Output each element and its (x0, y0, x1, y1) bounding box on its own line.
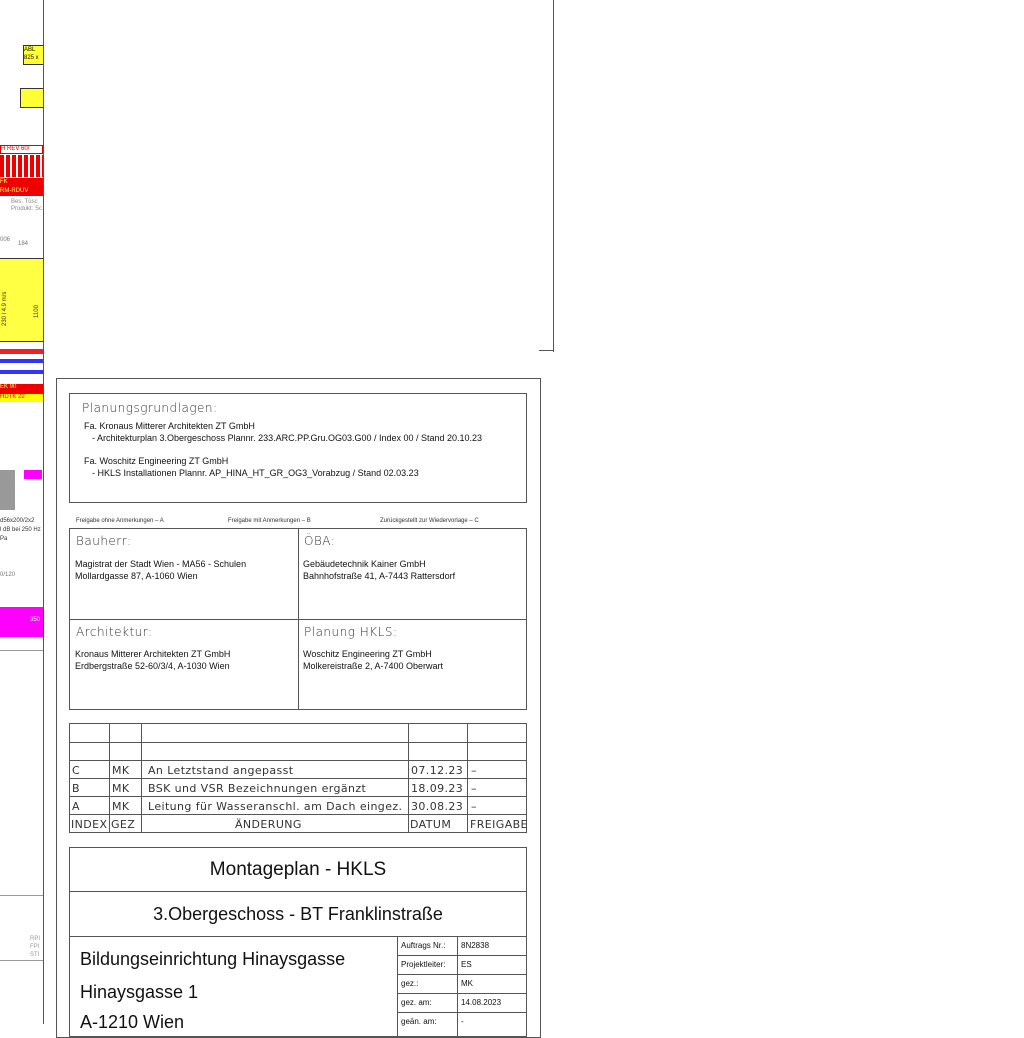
meta-value: 14.08.2023 (461, 998, 502, 1007)
approval-legend-c: Zurückgestellt zur Wiedervorlage – C (380, 518, 479, 524)
project-line1: Bildungseinrichtung Hinaysgasse (80, 949, 346, 969)
strip-120: 0/120 (0, 572, 16, 578)
rev-date: 18.09.23 (411, 782, 464, 795)
meta-value: 8N2838 (461, 941, 490, 950)
rev-approval: – (471, 782, 477, 795)
rev-hline (70, 796, 526, 797)
meta-value: MK (461, 979, 473, 988)
strip-line (0, 960, 43, 961)
strip-rev-label: H REV 60/ (0, 145, 43, 154)
bauherr-line1: Magistrat der Stadt Wien - MA56 - Schulen (75, 559, 247, 569)
strip-label-abl: ABL (24, 47, 36, 53)
oeba-line2: Bahnhofstraße 41, A-7443 Rattersdorf (303, 571, 456, 581)
meta-label: Projektleiter: (401, 960, 446, 969)
rev-header-approval: FREIGABE (470, 818, 528, 831)
project-line3: A-1210 Wien (80, 1012, 185, 1032)
rev-header-date: DATUM (410, 818, 452, 831)
meta-hline (397, 974, 526, 975)
strip-damper-1: d56x200/2x2 (0, 518, 35, 524)
rev-index: A (72, 800, 80, 813)
planning-detail-2: - HKLS Installationen Plannr. AP_HINA_HT_GR_OG3_Vorabzug / Stand 02.03.23 (92, 468, 419, 478)
grey-box (0, 470, 15, 510)
rev-approval: – (471, 800, 477, 813)
rev-index: B (72, 782, 80, 795)
sheet-border-left (43, 0, 44, 1024)
strip-label-825: 825 x (24, 55, 39, 61)
bauherr-line2: Mollardgasse 87, A-1060 Wien (75, 571, 198, 581)
red-checker-band (0, 155, 43, 177)
planning-firm-2: Fa. Woschitz Engineering ZT GmbH (84, 456, 229, 466)
red-pipe-1 (0, 349, 43, 354)
magenta-tag (24, 470, 42, 479)
revision-table (69, 723, 527, 833)
meta-hline (397, 993, 526, 994)
rev-date: 30.08.23 (411, 800, 464, 813)
meta-label: gez. am: (401, 998, 432, 1007)
rev-header-change: ÄNDERUNG (235, 818, 302, 831)
planning-basis-title: Planungsgrundlagen: (82, 401, 218, 415)
meta-label: geän. am: (401, 1017, 437, 1026)
strip-line (0, 650, 43, 651)
approval-legend-a: Freigabe ohne Anmerkungen – A (76, 518, 164, 524)
meta-vline (457, 936, 458, 1036)
meta-label: Auftrags Nr.: (401, 941, 446, 950)
rev-vline (467, 724, 468, 832)
strip-note: Bes. Tüsc Produkt: Sc (11, 199, 43, 212)
floor-title: 3.Obergeschoss - BT Franklinstraße (153, 904, 443, 924)
drawing-fragment-strip (0, 0, 43, 1024)
rev-index: C (72, 764, 81, 777)
approval-legend-b: Freigabe mit Anmerkungen – B (228, 518, 311, 524)
rev-vline (109, 724, 110, 832)
oeba-label: ÖBA: (304, 534, 336, 548)
strip-184: 184 (18, 241, 29, 247)
strip-1100: 1100 (34, 305, 40, 318)
label-box-abl (23, 45, 43, 65)
meta-value: ES (461, 960, 472, 969)
strip-damper-2: l dB bei 250 Hz (0, 527, 41, 533)
strip-006: 006 (0, 237, 11, 243)
rev-hline (70, 814, 526, 815)
red-label-band: FK RM-RDUV (0, 178, 43, 196)
rev-gez: MK (112, 800, 130, 813)
rev-approval: – (471, 764, 477, 777)
magenta-duct: 350 (0, 607, 43, 637)
rev-gez: MK (112, 782, 130, 795)
rev-gez: MK (112, 764, 130, 777)
meta-hline (397, 955, 526, 956)
planning-detail-1: - Architekturplan 3.Obergeschoss Plannr. 233.ARC.PP.Gru.OG03.G00 / Index 00 / Stand 20.10.23 (92, 433, 483, 443)
title-block (69, 847, 527, 1037)
yellow-block (20, 88, 43, 108)
oeba-line1: Gebäudetechnik Kainer GmbH (303, 559, 426, 569)
parties-box (69, 528, 527, 710)
rev-change: An Letztstand angepasst (148, 764, 294, 777)
architektur-label: Architektur: (76, 625, 153, 639)
red-block: EK 90 (0, 384, 43, 394)
rev-vline (141, 724, 142, 832)
strip-pipe-labels: RPI FPI STI (30, 936, 41, 958)
strip-line (0, 895, 43, 896)
planning-basis-box (69, 393, 527, 503)
sheet-border-tick (539, 350, 554, 351)
blue-pipe-2 (0, 370, 43, 374)
planung-label: Planung HKLS: (304, 625, 398, 639)
yellow-red-label: HDTK 22 (0, 394, 43, 402)
bauherr-label: Bauherr: (76, 534, 132, 548)
title-hline (70, 891, 526, 892)
strip-velocity: 230 l 4.9 m/s (2, 291, 8, 326)
planung-line2: Molkereistraße 2, A-7400 Oberwart (303, 661, 444, 671)
project-line2: Hinaysgasse 1 (80, 982, 199, 1002)
architektur-line2: Erdbergstraße 52-60/3/4, A-1030 Wien (75, 661, 230, 671)
rev-vline (408, 724, 409, 832)
meta-hline (397, 1012, 526, 1013)
rev-hline (70, 778, 526, 779)
planning-firm-1: Fa. Kronaus Mitterer Architekten ZT GmbH (84, 421, 255, 431)
rev-date: 07.12.23 (411, 764, 464, 777)
rev-change: Leitung für Wasseranschl. am Dach eingez. (148, 800, 403, 813)
rev-header-index: INDEX (71, 818, 108, 831)
rev-hline (70, 742, 526, 743)
meta-value: - (461, 1017, 464, 1026)
sheet-border-right (553, 0, 554, 352)
rev-header-gez: GEZ (111, 818, 136, 831)
meta-vline (397, 936, 398, 1036)
strip-pa: Pa (0, 536, 8, 542)
plan-title: Montageplan - HKLS (209, 859, 387, 880)
blue-pipe-1 (0, 359, 43, 363)
parties-divider-h (70, 619, 526, 620)
rev-change: BSK und VSR Bezeichnungen ergänzt (148, 782, 367, 795)
planung-line1: Woschitz Engineering ZT GmbH (303, 649, 432, 659)
rev-hline (70, 760, 526, 761)
architektur-line1: Kronaus Mitterer Architekten ZT GmbH (75, 649, 231, 659)
meta-label: gez.: (401, 979, 419, 988)
